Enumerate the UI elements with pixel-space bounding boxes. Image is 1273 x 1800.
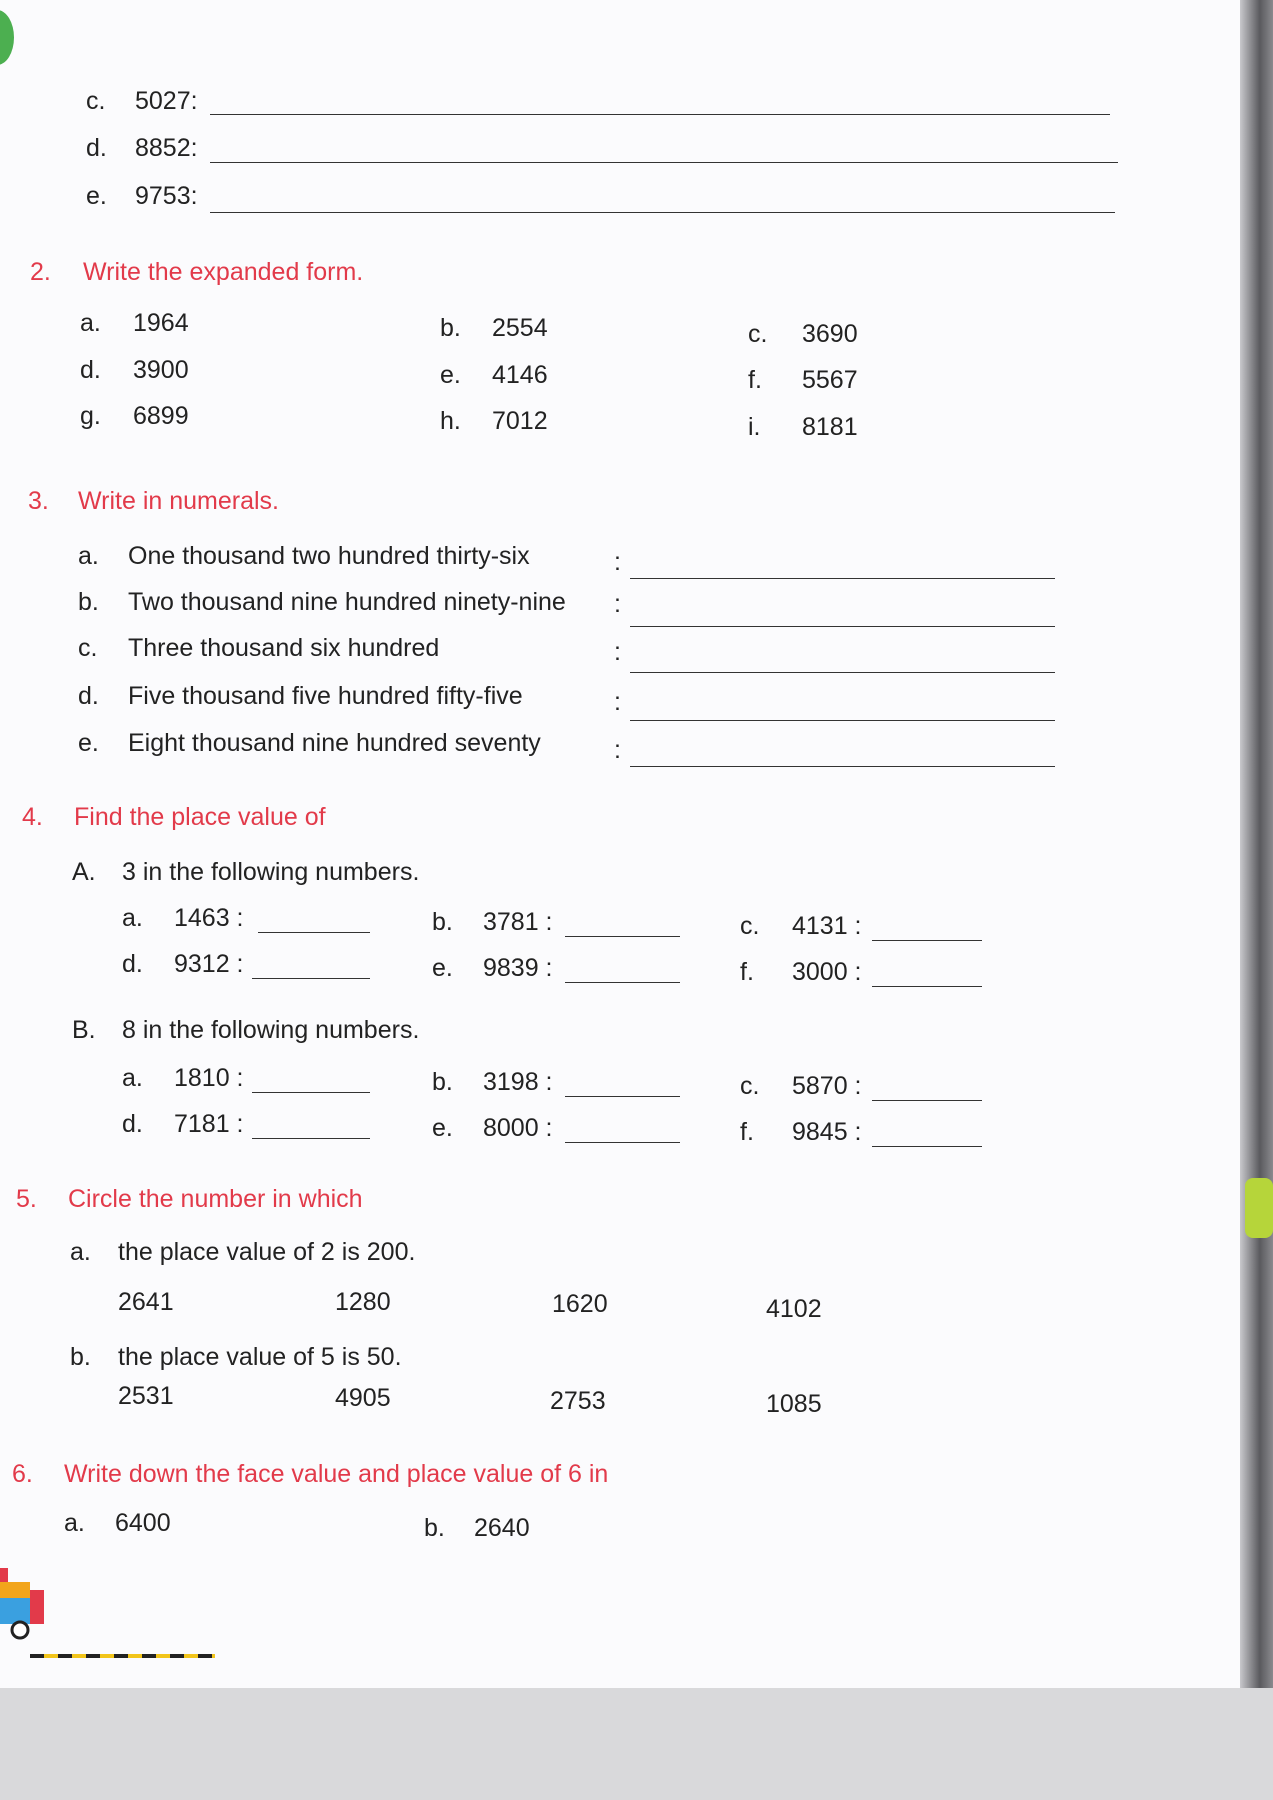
colon: : [614,736,621,764]
answer-line[interactable] [252,1092,370,1093]
q2-title: Write the expanded form. [83,258,364,286]
q1-c-letter: c. [86,87,106,115]
q3-d-letter: d. [78,682,99,710]
page-binding-shadow [1240,0,1273,1688]
q2-g-letter: g. [80,402,101,430]
q4-number: 4. [22,803,43,831]
q3-title: Write in numerals. [78,487,279,515]
q3-e-letter: e. [78,729,99,757]
answer-line[interactable] [565,1142,680,1143]
answer-line[interactable] [630,578,1055,579]
colon: : [614,548,621,576]
answer-line[interactable] [565,982,680,983]
q3-b-text: Two thousand nine hundred ninety-nine [128,588,566,616]
answer-line[interactable] [210,114,1110,115]
q2-g-value: 6899 [133,402,189,430]
q4-A-c-value: 4131 : [792,912,862,940]
q2-c-letter: c. [748,320,768,348]
q3-number: 3. [28,487,49,515]
q3-a-letter: a. [78,542,99,570]
q5-b-option[interactable]: 1085 [766,1390,822,1418]
q1-d-value: 8852: [135,134,198,162]
q2-d-value: 3900 [133,356,189,384]
q6-number: 6. [12,1460,33,1488]
answer-line[interactable] [630,672,1055,673]
q2-i-letter: i. [748,413,761,441]
q4-A-e-letter: e. [432,954,453,982]
q4-B-b-letter: b. [432,1068,453,1096]
q4-A-f-value: 3000 : [792,958,862,986]
q4-B-d-letter: d. [122,1110,143,1138]
q3-a-text: One thousand two hundred thirty-six [128,542,530,570]
q5-a-option[interactable]: 4102 [766,1295,822,1323]
q2-f-letter: f. [748,366,762,394]
train-icon [0,1568,48,1642]
q2-a-value: 1964 [133,309,189,337]
q2-c-value: 3690 [802,320,858,348]
q3-c-letter: c. [78,634,98,662]
q2-e-letter: e. [440,361,461,389]
q2-f-value: 5567 [802,366,858,394]
answer-line[interactable] [252,1138,370,1139]
q5-b-text: the place value of 5 is 50. [118,1343,402,1371]
leaf-decoration-icon [0,10,14,65]
q6-a-value: 6400 [115,1509,171,1537]
q1-c-value: 5027: [135,87,198,115]
q4-A-b-value: 3781 : [483,908,553,936]
answer-line[interactable] [872,940,982,941]
answer-line[interactable] [565,1096,680,1097]
q2-h-letter: h. [440,407,461,435]
colon: : [614,688,621,716]
q5-b-option[interactable]: 2531 [118,1382,174,1410]
q4-B-e-value: 8000 : [483,1114,553,1142]
q5-b-option[interactable]: 4905 [335,1384,391,1412]
q4-B-e-letter: e. [432,1114,453,1142]
q4-A-letter: A. [72,858,96,886]
q5-b-option[interactable]: 2753 [550,1387,606,1415]
q5-a-option[interactable]: 1280 [335,1288,391,1316]
q2-b-value: 2554 [492,314,548,342]
q5-b-letter: b. [70,1343,91,1371]
q4-B-a-value: 1810 : [174,1064,244,1092]
q4-B-f-letter: f. [740,1118,754,1146]
q4-B-b-value: 3198 : [483,1068,553,1096]
answer-line[interactable] [872,1100,982,1101]
q5-number: 5. [16,1185,37,1213]
answer-line[interactable] [630,626,1055,627]
colon: : [614,638,621,666]
q4-A-d-value: 9312 : [174,950,244,978]
q2-h-value: 7012 [492,407,548,435]
answer-line[interactable] [210,212,1115,213]
answer-line[interactable] [565,936,680,937]
q4-B-c-value: 5870 : [792,1072,862,1100]
answer-line[interactable] [252,978,370,979]
q6-b-value: 2640 [474,1514,530,1542]
q1-e-value: 9753: [135,182,198,210]
q4-A-d-letter: d. [122,950,143,978]
answer-line[interactable] [210,162,1118,163]
answer-line[interactable] [872,986,982,987]
q3-b-letter: b. [78,588,99,616]
q2-d-letter: d. [80,356,101,384]
q2-b-letter: b. [440,314,461,342]
q2-i-value: 8181 [802,413,858,441]
q4-B-c-letter: c. [740,1072,760,1100]
q2-a-letter: a. [80,309,101,337]
q3-d-text: Five thousand five hundred fifty-five [128,682,523,710]
q3-c-text: Three thousand six hundred [128,634,440,662]
q6-b-letter: b. [424,1514,445,1542]
q4-A-f-letter: f. [740,958,754,986]
q4-B-f-value: 9845 : [792,1118,862,1146]
q5-a-letter: a. [70,1238,91,1266]
track-decoration [30,1654,215,1658]
q1-d-letter: d. [86,134,107,162]
q1-e-letter: e. [86,182,107,210]
q4-B-title: 8 in the following numbers. [122,1016,420,1044]
answer-line[interactable] [630,720,1055,721]
q6-title: Write down the face value and place value of 6 in [64,1460,609,1488]
q4-B-d-value: 7181 : [174,1110,244,1138]
q4-B-letter: B. [72,1016,96,1044]
page-tab-marker [1245,1178,1273,1238]
q5-a-option[interactable]: 2641 [118,1288,174,1316]
q5-title: Circle the number in which [68,1185,363,1213]
q4-A-c-letter: c. [740,912,760,940]
answer-line[interactable] [258,932,370,933]
q5-a-text: the place value of 2 is 200. [118,1238,416,1266]
q4-A-e-value: 9839 : [483,954,553,982]
colon: : [614,590,621,618]
q2-number: 2. [30,258,51,286]
answer-line[interactable] [872,1146,982,1147]
q4-B-a-letter: a. [122,1064,143,1092]
q4-A-title: 3 in the following numbers. [122,858,420,886]
answer-line[interactable] [630,766,1055,767]
q4-title: Find the place value of [74,803,326,831]
q6-a-letter: a. [64,1509,85,1537]
q4-A-b-letter: b. [432,908,453,936]
q2-e-value: 4146 [492,361,548,389]
q5-a-option[interactable]: 1620 [552,1290,608,1318]
q4-A-a-value: 1463 : [174,904,244,932]
q4-A-a-letter: a. [122,904,143,932]
q3-e-text: Eight thousand nine hundred seventy [128,729,541,757]
